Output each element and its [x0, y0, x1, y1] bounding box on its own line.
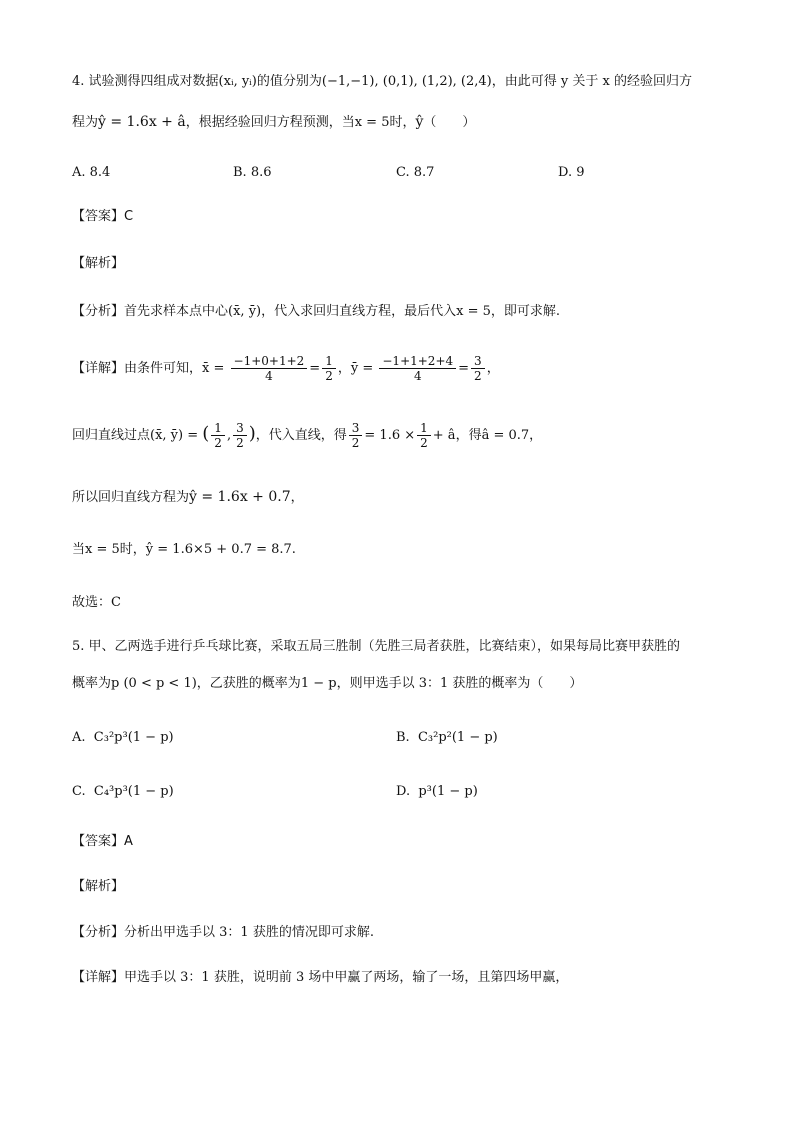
xbar-result-num: 1	[322, 354, 336, 369]
frac-den: 2	[214, 436, 222, 450]
option-expression: C₃²p²(1 − p)	[417, 730, 498, 745]
q4-stem-line1	[72, 72, 692, 92]
xbar-result	[322, 354, 336, 383]
q4-center: (x̄, ȳ)	[228, 304, 262, 319]
q4-equation: ŷ = 1.6x + â	[98, 114, 186, 130]
q5-option-b	[396, 728, 498, 748]
ybar-result	[471, 354, 485, 383]
q4-blank: （ ）	[423, 115, 476, 130]
q4-text: 由条件可知，	[124, 361, 203, 376]
q4-x: x = 5	[85, 542, 120, 557]
ybar-fraction	[379, 354, 456, 383]
pass-frac-3	[349, 421, 363, 450]
xiangjie-label: 【详解】	[72, 970, 125, 985]
frac-den: 2	[420, 436, 428, 450]
frac-num: 3	[349, 421, 363, 436]
separator: ,	[226, 428, 232, 443]
q4-pass-point	[72, 417, 542, 453]
q5-prob-q: 1 − p	[300, 676, 337, 691]
q4-option-d: D. 9	[558, 165, 585, 180]
xbar-lhs: x̄ =	[202, 361, 225, 376]
pass-frac-4	[417, 421, 431, 450]
q4-fenxi	[72, 302, 560, 322]
option-label: A.	[72, 730, 86, 745]
frac-num: 3	[233, 421, 247, 436]
q4-text: 所以回归直线方程为	[72, 490, 190, 505]
q5-stem-line1: 5. 甲、乙两选手进行乒乓球比赛，采取五局三胜制（先胜三局者获胜，比赛结束），如果每局比赛甲获胜的	[72, 639, 681, 654]
q5-option-a	[72, 728, 174, 748]
q5-answer	[72, 832, 133, 852]
answer-label: 【答案】	[72, 209, 125, 224]
q4-ahat-result: â = 0.7	[481, 428, 530, 443]
q4-option-c: C. 8.7	[396, 165, 435, 180]
q4-math: = 1.6 ×	[364, 428, 416, 443]
comma: ，	[337, 361, 351, 376]
q4-text: ，得	[455, 428, 482, 443]
q4-equation: ŷ = 1.6x + 0.7	[189, 489, 291, 505]
q4-text: ，代入求回归直线方程，最后代入	[261, 304, 457, 319]
q4-text: ，即可求解.	[490, 304, 561, 319]
paren-open: (	[202, 423, 210, 444]
q4-text: 时，	[119, 542, 146, 557]
xbar-result-den: 2	[325, 369, 333, 383]
ybar-numerator: −1+1+2+4	[379, 354, 456, 369]
q5-text: 甲选手以 3：1 获胜，说明前 3 场中甲赢了两场，输了一场，且第四场甲赢，	[124, 970, 569, 985]
q5-option-d	[396, 782, 478, 802]
frac-den: 2	[236, 436, 244, 450]
q5-text: 概率为	[72, 676, 112, 691]
ybar-lhs: ȳ =	[350, 361, 374, 376]
pass-frac-1	[211, 421, 225, 450]
frac-den: 2	[351, 436, 360, 450]
comma: ，	[486, 361, 500, 376]
q4-text: ，	[290, 490, 304, 505]
ybar-denominator: 4	[413, 369, 422, 383]
q4-text: ，由此可得 y 关于 x 的经验回归方	[491, 74, 692, 89]
q4-text: 回归直线过点	[72, 428, 151, 443]
xbar-denominator: 4	[265, 369, 273, 383]
equals: =	[309, 361, 321, 376]
option-label: C.	[72, 784, 86, 799]
xbar-numerator: −1+0+1+2	[231, 354, 308, 369]
q4-text: 首先求样本点中心	[124, 304, 229, 319]
xbar-fraction	[231, 354, 308, 383]
q4-option-a: A. 8.4	[72, 165, 111, 180]
answer-value: C	[124, 209, 134, 224]
q4-text: 当	[72, 542, 86, 557]
ybar-result-den: 2	[474, 369, 482, 383]
q5-text: 分析出甲选手以 3：1 获胜的情况即可求解.	[124, 925, 374, 940]
option-expression: C₄³p³(1 − p)	[93, 784, 174, 799]
q4-option-b: B. 8.6	[233, 165, 272, 180]
q4-answer	[72, 207, 133, 227]
q4-values: (−1,−1), (0,1), (1,2), (2,4)	[321, 74, 492, 89]
option-expression: p³(1 − p)	[418, 784, 478, 799]
frac-num: 1	[417, 421, 431, 436]
q4-stem-line2	[72, 112, 475, 133]
q5-analysis-label: 【解析】	[72, 879, 125, 894]
q4-x: x = 5	[354, 115, 390, 130]
q4-analysis-label: 【解析】	[72, 256, 125, 271]
option-label: D.	[396, 784, 411, 799]
q4-choose: 故选：C	[72, 595, 121, 610]
q4-xiangjie	[72, 352, 500, 386]
q5-option-c	[72, 782, 174, 802]
ybar-result-num: 3	[471, 354, 485, 369]
q4-prediction	[72, 540, 296, 560]
equals: =	[458, 361, 470, 376]
q5-text: ，乙获胜的概率为	[196, 676, 301, 691]
q4-text: ，根据经验回归方程预测，当	[185, 115, 355, 130]
q4-math: + â	[432, 428, 456, 443]
option-expression: C₃²p³(1 − p)	[93, 730, 174, 745]
q5-xiangjie	[72, 968, 568, 988]
q4-text: 时，	[389, 115, 416, 130]
q4-x: x = 5	[456, 304, 491, 319]
q4-text: ，代入直线，得	[255, 428, 347, 443]
frac-num: 1	[211, 421, 225, 436]
q5-prob-p: p (0 < p < 1)	[111, 676, 197, 691]
fenxi-label: 【分析】	[72, 304, 125, 319]
answer-label: 【答案】	[72, 834, 125, 849]
xiangjie-label: 【详解】	[72, 361, 125, 376]
pass-frac-2	[233, 421, 247, 450]
q4-center: (x̄, ȳ) =	[150, 428, 199, 443]
fenxi-label: 【分析】	[72, 925, 125, 940]
q5-stem-line2	[72, 674, 582, 694]
q5-fenxi	[72, 923, 374, 943]
q4-text: ，	[529, 428, 543, 443]
q4-regression-equation	[72, 487, 304, 508]
q4-text: 4. 试验测得四组成对数据	[72, 74, 219, 89]
q4-prediction-result: ŷ = 1.6×5 + 0.7 = 8.7.	[145, 542, 296, 557]
paren-close: )	[248, 423, 256, 444]
option-label: B.	[396, 730, 410, 745]
q4-pairs: (xᵢ, yᵢ)	[218, 74, 257, 89]
answer-value: A	[124, 834, 133, 849]
q4-text: 的值分别为	[256, 74, 322, 89]
q4-yhat: ŷ	[415, 114, 424, 130]
q4-text: 程为	[72, 115, 99, 130]
q5-text: ，则甲选手以 3：1 获胜的概率为（ ）	[336, 676, 583, 691]
